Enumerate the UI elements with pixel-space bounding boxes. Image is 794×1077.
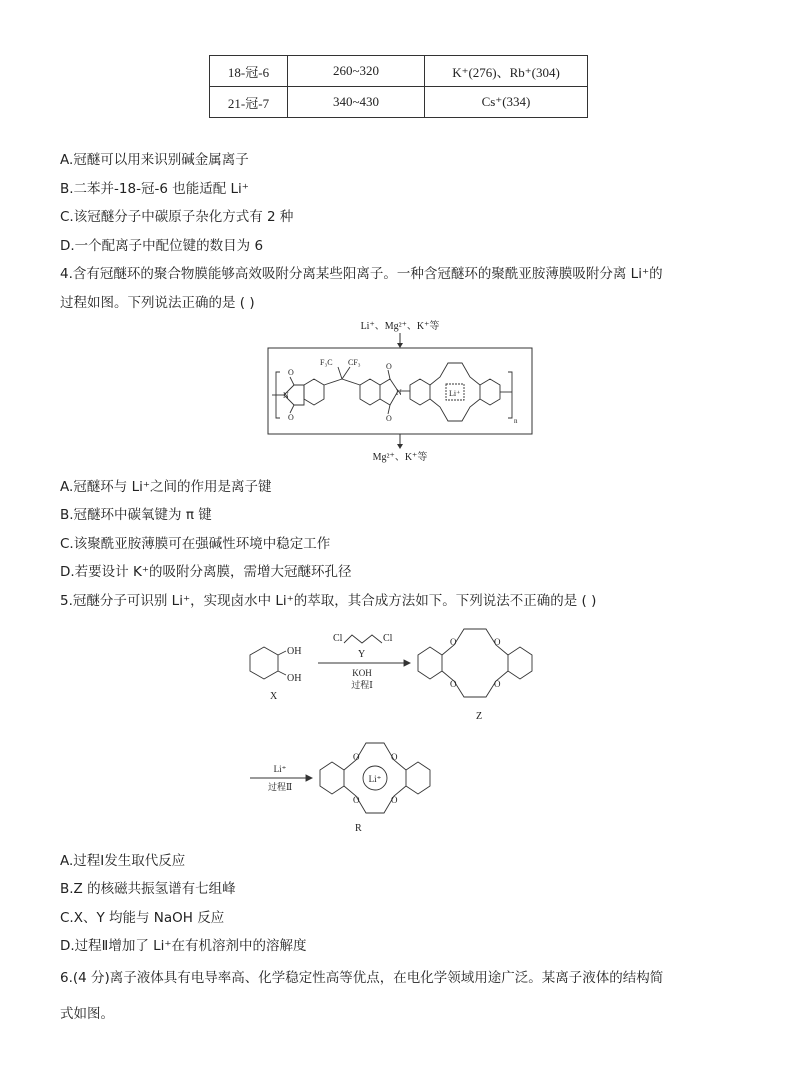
q6-stem-line1: 6.(4 分)离子液体具有电导率高、化学稳定性高等优点，在电化学领域用途广泛。某离子液体的结构简 xyxy=(60,970,664,986)
x-oh-2: OH xyxy=(287,673,302,684)
z-o-3: O xyxy=(450,679,457,689)
q4-option-d: D.若要设计 K⁺的吸附分离膜，需增大冠醚环孔径 xyxy=(60,564,352,580)
q4-option-c: C.该聚酰亚胺薄膜可在强碱性环境中稳定工作 xyxy=(60,536,331,552)
table-cell: 21-冠-7 xyxy=(210,87,288,118)
process-2-label: 过程Ⅱ xyxy=(267,782,293,792)
carbonyl-o-4: O xyxy=(386,414,392,423)
r-o-2: O xyxy=(391,752,398,762)
table-cell: 260~320 xyxy=(288,56,425,87)
r-o-4: O xyxy=(391,795,398,805)
q3-option-b: B.二苯并-18-冠-6 也能适配 Li⁺ xyxy=(60,181,249,197)
r-li-label: Li⁺ xyxy=(368,774,382,784)
q5-stem: 5.冠醚分子可识别 Li⁺，实现卤水中 Li⁺的萃取，其合成方法如下。下列说法不正确的是 ( ) xyxy=(60,593,597,609)
output-arrowhead xyxy=(397,444,403,449)
polymer-structure xyxy=(272,363,512,421)
koh-label: KOH xyxy=(352,668,372,678)
q5-option-d: D.过程Ⅱ增加了 Li⁺在有机溶剂中的溶解度 xyxy=(60,938,307,954)
q4-membrane-figure xyxy=(250,315,550,467)
carbonyl-o-1: O xyxy=(288,368,294,377)
li-reagent-label: Li⁺ xyxy=(273,764,287,774)
imide-n-2: N xyxy=(396,388,402,397)
carbonyl-o-2: O xyxy=(288,413,294,422)
y-cl-1: Cl xyxy=(333,633,343,644)
table-cell: 18-冠-6 xyxy=(210,56,288,87)
table-row xyxy=(210,87,588,118)
y-cl-2: Cl xyxy=(383,633,393,644)
z-o-1: O xyxy=(450,637,457,647)
input-ions-label: Li⁺、Mg²⁺、K⁺等 xyxy=(360,321,440,332)
q4-stem-line1: 4.含有冠醚环的聚合物膜能够高效吸附分离某些阳离子。一种含冠醚环的聚酰亚胺薄膜吸附分离 Li⁺的 xyxy=(60,266,663,282)
r-o-3: O xyxy=(353,795,360,805)
imide-n-1: N xyxy=(283,391,289,400)
z-o-4: O xyxy=(494,679,501,689)
r-o-1: O xyxy=(353,752,360,762)
repeat-n-label: n xyxy=(514,417,518,425)
x-label: X xyxy=(270,691,278,702)
table-row xyxy=(210,56,588,87)
q4-option-a: A.冠醚环与 Li⁺之间的作用是离子键 xyxy=(60,479,272,495)
table-cell: K⁺(276)、Rb⁺(304) xyxy=(425,56,588,87)
x-oh-1: OH xyxy=(287,646,302,657)
crown-ether-table xyxy=(209,55,588,118)
z-o-2: O xyxy=(494,637,501,647)
table-cell: Cs⁺(334) xyxy=(425,87,588,118)
q4-option-b: B.冠醚环中碳氧键为 π 键 xyxy=(60,507,212,523)
q3-option-c: C.该冠醚分子中碳原子杂化方式有 2 种 xyxy=(60,209,294,225)
q5-option-a: A.过程Ⅰ发生取代反应 xyxy=(60,853,186,869)
input-arrowhead xyxy=(397,343,403,348)
q5-synthesis-figure xyxy=(240,615,560,843)
q5-option-b: B.Z 的核磁共振氢谱有七组峰 xyxy=(60,881,236,897)
q3-option-d: D.一个配离子中配位键的数目为 6 xyxy=(60,238,264,254)
q6-stem-line2: 式如图。 xyxy=(60,1006,114,1022)
q5-option-c: C.X、Y 均能与 NaOH 反应 xyxy=(60,910,225,926)
carbonyl-o-3: O xyxy=(386,362,392,371)
q3-option-a: A.冠醚可以用来识别碱金属离子 xyxy=(60,152,249,168)
q4-stem-line2: 过程如图。下列说法正确的是 ( ) xyxy=(60,295,255,311)
y-label: Y xyxy=(358,649,366,660)
z-label: Z xyxy=(476,711,483,722)
li-ion-label: Li⁺ xyxy=(449,389,461,398)
process-1-label: 过程Ⅰ xyxy=(351,680,373,690)
f3c-label: F₃C xyxy=(320,358,333,367)
cf3-label: CF₃ xyxy=(348,358,361,367)
output-ions-label: Mg²⁺、K⁺等 xyxy=(372,452,428,463)
r-label: R xyxy=(355,823,362,834)
table-cell: 340~430 xyxy=(288,87,425,118)
